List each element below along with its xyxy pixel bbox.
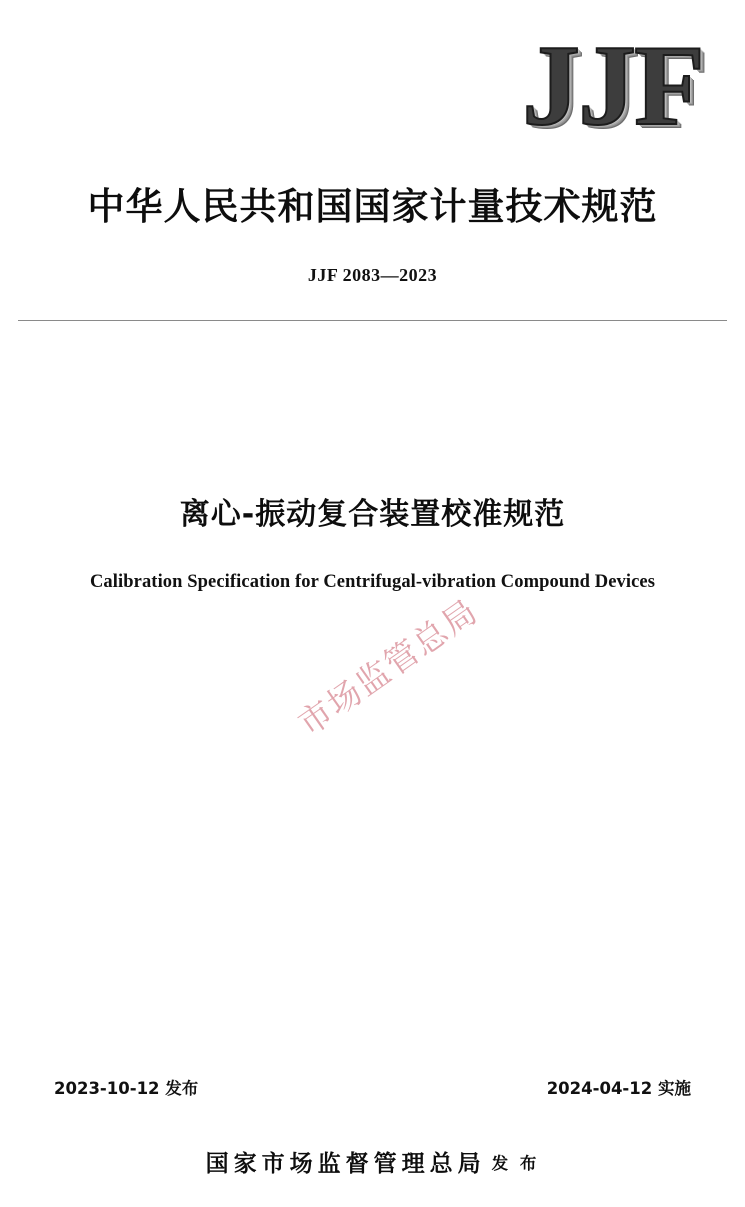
effective-date: 2024-04-12 实施 bbox=[546, 1079, 691, 1098]
issue-date: 2023-10-12 发布 bbox=[54, 1079, 199, 1098]
jjf-logo bbox=[522, 22, 703, 150]
issuer-footer bbox=[0, 1145, 745, 1178]
watermark bbox=[272, 590, 502, 743]
document-title-chinese: 离心-振动复合装置校准规范 bbox=[179, 497, 566, 532]
watermark-text: 市场监管总局 bbox=[290, 590, 486, 743]
issuer-publish-label: 发 布 bbox=[491, 1154, 540, 1173]
jjf-logo-text: JJF bbox=[522, 22, 703, 150]
national-metrology-header: 中华人民共和国国家计量技术规范 bbox=[87, 185, 658, 228]
document-title-english: Calibration Specification for Centrifugal-vibration Compound Devices bbox=[89, 572, 656, 592]
header-divider bbox=[18, 320, 727, 321]
date-row bbox=[0, 1075, 745, 1099]
standard-number: JJF 2083—2023 bbox=[307, 265, 438, 285]
issuer-organization: 国家市场监督管理总局 bbox=[205, 1151, 486, 1177]
